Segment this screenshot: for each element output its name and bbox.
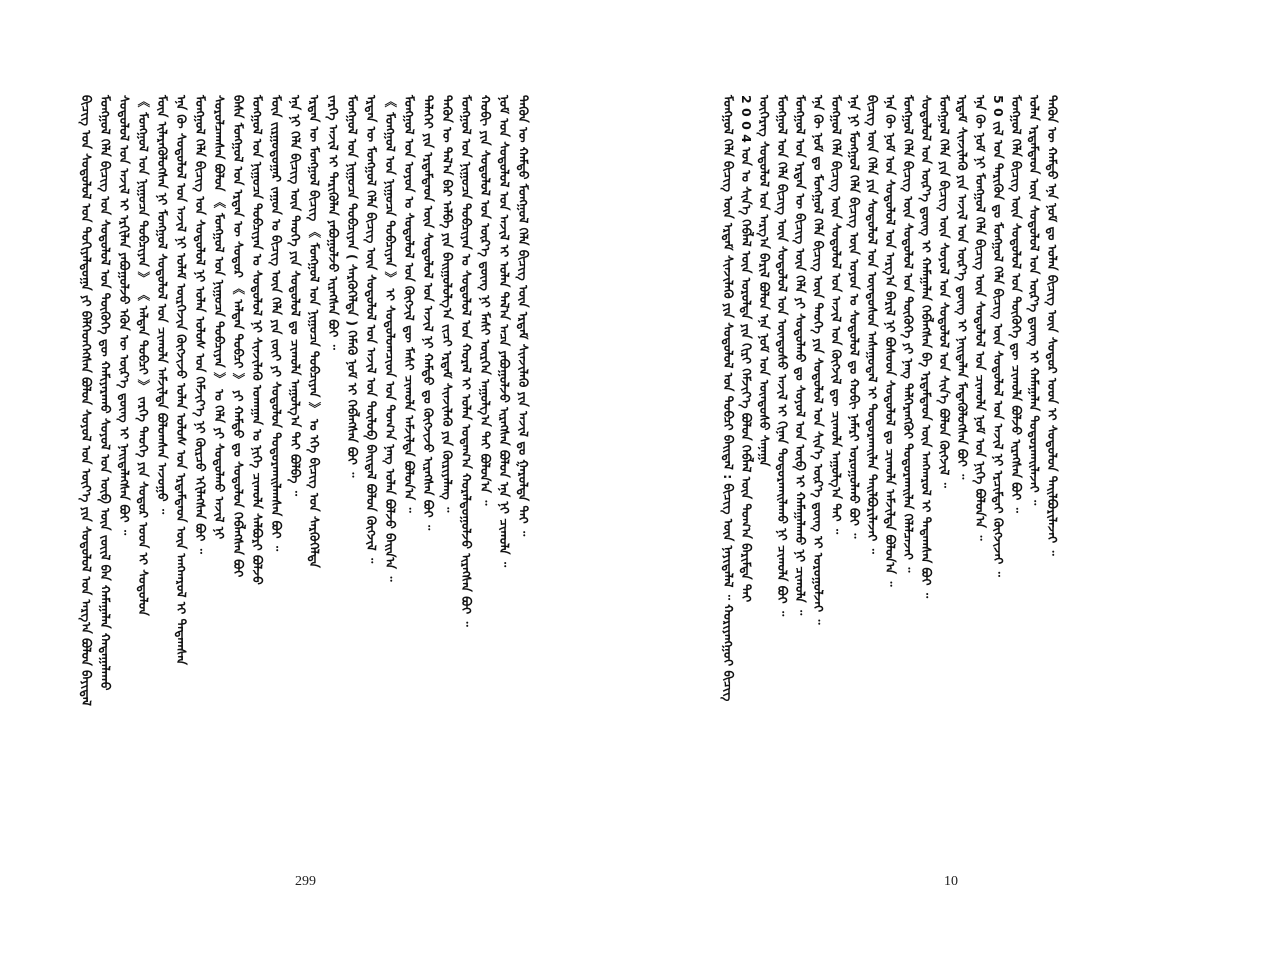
text-column-line: ᠮᠣᠩᠭᠣᠯ ᠬᠡᠯᠡ ᠶᠢᠨ ᠪᠢᠴᠢᠭ᠌ ᠦᠨ ᠰᠣᠶᠤᠯ ᠤᠨ ᠰᠤᠳᠤᠯᠤᠯ ᠤᠨ ᠰᠢᠨ᠎ᠡ ᠪᠣᠯᠤᠨ ᠬᠥᠭᠵᠢᠯ ᠃ — [937, 95, 952, 488]
text-column-line: ᠮᠣᠩᠭᠣᠯ ᠬᠡᠯᠡ ᠪᠢᠴᠢᠭ᠌ ᠤᠨ ᠰᠤᠳᠤᠯᠤᠯ ᠤᠨ ᠲᠦᠭᠦᠬᠡ ᠳᠦ ᠬᠠᠮᠢᠶᠠᠷᠠᠬᠤ ᠰᠣᠶᠤᠯ ᠤᠨ ᠥᠪ ᠦᠨ ᠵᠦᠢᠯ ᠪᠠᠨ ᠬᠠᠮᠠᠭᠠᠯᠠᠨ ᠬᠠᠳᠠᠭᠠᠯᠠᠬᠤ — [98, 95, 113, 691]
text-column-line: ᠲᠡᠭᠦᠨ ᠦ ᠬᠠᠮᠲᠤ ᠮᠣᠩᠭᠣᠯ ᠬᠡᠯᠡ ᠪᠢᠴᠢᠭ᠌ ᠦᠨ ᠡᠷᠳᠡᠮ ᠰᠢᠨᠵᠢᠯᠡᠬᠦ ᠶᠢᠨ ᠠᠵᠢᠯ ᠳᠤ ᠭᠠᠷᠤᠯᠲᠠ ᠲᠠᠢ ᠃ — [516, 95, 531, 537]
right-page — [720, 95, 1060, 835]
text-column — [211, 95, 228, 805]
text-column-line: ᠮᠣᠩᠭᠣᠯ ᠤᠨ ᠨᠢᠭᠤᠴᠠ ᠲᠣᠪᠴᠢᠶᠠᠨ ᠤ ᠰᠤᠳᠤᠯᠤᠯ ᠤᠨ ᠬᠤᠷᠠᠯ ᠢ ᠣᠯᠠᠨ ᠤᠳᠠᠭ᠎ᠠ ᠬᠤᠷᠠᠯᠳᠤᠭᠤᠯᠵᠤ ᠢᠷᠡᠭᠰᠡᠨ ᠪᠤᠢ ᠃ — [459, 95, 474, 627]
text-column — [738, 95, 755, 805]
text-column — [287, 95, 304, 805]
text-column-line: ᠵᠡᠷᠭᠡ ᠠᠵᠢᠯ ᠢ ᠲᠡᠷᠢᠭᠦᠯᠡᠨ ᠶᠠᠪᠤᠭᠤᠯᠵᠤ ᠢᠷᠡᠭᠰᠡᠨ ᠪᠤᠢ ᠃ — [326, 95, 341, 350]
text-column — [192, 95, 209, 805]
text-column-line: ᠪᠢᠴᠢᠭ᠌ ᠦᠨ ᠬᠡᠯᠡ ᠶᠢᠨ ᠰᠤᠳᠤᠯᠤᠯ ᠤᠨ ᠦᠨᠳᠦᠰᠦᠨ ᠠᠰᠠᠭᠤᠳᠠᠯ ᠢ ᠲᠣᠳᠤᠷᠬᠠᠢᠯᠠᠨ ᠲᠠᠢᠯᠪᠤᠷᠢᠯᠠᠵᠠᠢ ᠃ — [865, 95, 880, 554]
text-column-line: 《 ᠮᠣᠩᠭᠣᠯ ᠤᠨ ᠨᠢᠭᠤᠴᠠ ᠲᠣᠪᠴᠢᠶᠠᠨ 》 《 ᠠᠯᠲᠠᠨ ᠲᠣᠪᠴᠢ 》 ᠵᠡᠷᠭᠡ ᠲᠡᠦᠬᠡ ᠶᠢᠨ ᠰᠤᠳᠤᠷ ᠤᠳ ᠢ ᠰᠤᠳᠤᠯᠤᠨ — [136, 95, 151, 616]
text-column — [325, 95, 342, 805]
text-column — [1008, 95, 1025, 805]
text-column — [720, 95, 737, 805]
text-column — [363, 95, 380, 805]
text-column — [173, 95, 190, 805]
text-column — [249, 95, 266, 805]
text-column — [477, 95, 494, 805]
text-column — [230, 95, 247, 805]
text-column — [882, 95, 899, 805]
left-page — [78, 95, 554, 835]
text-column — [420, 95, 437, 805]
text-column — [954, 95, 971, 805]
text-column-line: ᠦᠭᠡᠷᠡᠭ ᠰᠤᠳᠤᠯᠤᠯ ᠤᠨ ᠠᠷᠭ᠎ᠠ ᠪᠠᠷᠢᠯ ᠪᠣᠯᠤᠨ ᠡᠨᠡ ᠨᠣᠮ ᠤᠨ ᠦᠨᠳᠦᠰᠦ ᠰᠠᠨᠠᠭᠠ — [757, 95, 772, 467]
right-page-text — [720, 95, 1060, 805]
text-column-line: ᠮᠥᠨ ᠢᠯᠡᠷᠡᠭᠦᠯᠦᠭᠰᠡᠨ ᠨᠢ ᠮᠣᠩᠭᠣᠯ ᠰᠤᠳᠤᠯᠤᠯ ᠤᠨ ᠴᠢᠬᠤᠯᠠ ᠠᠮᠵᠢᠯᠲᠠ ᠪᠣᠯᠤᠭᠰᠠᠨ ᠠᠵᠤᠭᠤ ᠃ — [155, 95, 170, 515]
text-column-line: ᠲᠡᠭᠦᠨ ᠦ ᠲᠠᠯ᠎ᠠ ᠪᠠᠷ ᠠᠯᠪᠠ ᠶᠢᠨ ᠪᠠᠢᠭᠤᠯᠤᠯᠭ᠎ᠠ ᠵᠢᠴᠢ ᠡᠷᠳᠡᠮ ᠰᠢᠨᠵᠢᠯᠡᠬᠦ ᠶᠢᠨ ᠬᠦᠷᠢᠶᠡᠯᠡᠩ ᠃ — [440, 95, 455, 513]
text-column-line: 《 ᠮᠣᠩᠭᠣᠯ ᠤᠨ ᠨᠢᠭᠤᠴᠠ ᠲᠣᠪᠴᠢᠶᠠᠨ 》 ᠢ ᠰᠤᠳᠤᠯᠤᠭᠴᠢᠳ ᠤᠨ ᠲᠣᠭ᠎ᠠ ᠨᠡᠩ ᠣᠯᠠᠨ ᠪᠣᠯᠵᠤ ᠪᠠᠢᠨ᠎ᠠ ᠃ — [383, 95, 398, 582]
text-column — [382, 95, 399, 805]
text-column — [116, 95, 133, 805]
text-column — [1044, 95, 1061, 805]
text-column — [154, 95, 171, 805]
right-page-number: 10 — [944, 874, 958, 889]
text-column — [306, 95, 323, 805]
text-column-line: ᠣᠯᠠᠨ ᠡᠷᠳᠡᠮᠲᠡᠳ ᠦᠨ ᠰᠤᠳᠤᠯᠤᠯ ᠤᠨ ᠦᠷ᠎ᠡ ᠳ᠋ᠦᠩ ᠢ ᠬᠠᠮᠠᠭᠠᠯᠠᠨ ᠲᠣᠳᠤᠷᠬᠠᠢᠯᠠᠵᠠᠢ ᠃ — [1027, 95, 1042, 506]
text-column-line: ᠡᠨᠡ ᠬᠦ ᠨᠣᠮ ᠤᠨ ᠰᠤᠳᠤᠯᠤᠯ ᠤᠨ ᠠᠷᠭ᠎ᠠ ᠪᠠᠷᠢᠯ ᠨᠢ ᠪᠤᠰᠤᠳ ᠰᠤᠳᠤᠯᠤᠯ ᠳᠤ ᠴᠢᠬᠤᠯᠠ ᠠᠮᠵᠢᠯᠲᠠ ᠪᠣᠯᠤᠨ᠎ᠠ ᠃ — [883, 95, 898, 587]
text-column-line: ᠡᠷᠳᠡᠮ ᠰᠢᠨᠵᠢᠯᠡᠬᠦ ᠶᠢᠨ ᠠᠵᠢᠯ ᠤᠨ ᠦᠷ᠎ᠡ ᠳ᠋ᠦᠩ ᠢ ᠨᠡᠢᠲᠡᠯᠡᠨ ᠮᠡᠳᠡᠭᠦᠯᠦᠭᠰᠡᠨ ᠪᠤᠢ ᠃ — [955, 95, 970, 480]
text-column-line: ᠡᠨᠡ ᠨᠢ ᠮᠣᠩᠭᠣᠯ ᠬᠡᠯᠡ ᠪᠢᠴᠢᠭ᠌ ᠦᠨ ᠣᠶᠤᠨ ᠤ ᠰᠤᠳᠤᠯᠤᠯ ᠳᠤ ᠬᠤᠪᠢ ᠨᠡᠮᠡᠷᠢ ᠣᠷᠣᠭᠤᠯᠬᠤ ᠪᠤᠢ ᠃ — [847, 95, 862, 539]
text-column — [458, 95, 475, 805]
text-column-line: ᠰᠤᠳᠤᠯᠤᠯ ᠤᠨ ᠠᠵᠢᠯ ᠢ ᠡᠷᠬᠢᠯᠡᠨ ᠶᠠᠪᠤᠭᠤᠯᠵᠤ ᠡᠭᠦᠨ ᠦ ᠦᠷ᠎ᠡ ᠳ᠋ᠦᠩ ᠢ ᠨᠡᠢᠲᠡᠯᠡᠭᠰᠡᠨ ᠪᠤᠢ ᠃ — [117, 95, 132, 536]
text-column-line: ᠮᠣᠩᠭᠣᠯ ᠬᠡᠯᠡ ᠪᠢᠴᠢᠭ᠌ ᠦᠨ ᠰᠤᠳᠤᠯᠤᠯ ᠤᠨ ᠲᠦᠭᠦᠬᠡ ᠳᠦ ᠴᠢᠬᠤᠯᠠ ᠪᠣᠯᠵᠤ ᠢᠷᠡᠭᠰᠡᠨ ᠪᠤᠢ ᠃ — [1009, 95, 1024, 513]
text-column-line: ᠳᠡᠯᠡᠬᠡᠢ ᠶᠢᠨ ᠡᠷᠳᠡᠮᠲᠡᠳ ᠦᠨ ᠰᠤᠳᠤᠯᠤᠯ ᠤᠨ ᠠᠵᠢᠯ ᠨᠢ ᠬᠠᠮᠲᠤ ᠳᠤ ᠬᠥᠭᠵᠢᠵᠦ ᠢᠷᠡᠭᠰᠡᠨ ᠪᠤᠢ ᠃ — [421, 95, 436, 531]
text-column-line: ᠬᠤᠪᠢ ᠶᠢᠨ ᠰᠤᠳᠤᠯᠤᠯ ᠤᠨ ᠦᠷ᠎ᠡ ᠳ᠋ᠦᠩ ᠨᠢ ᠮᠠᠰᠢ ᠥᠷᠭᠡᠨ ᠠᠭᠤᠯᠭ᠎ᠠ ᠲᠠᠢ ᠪᠣᠯᠤᠨ᠎ᠠ ᠃ — [478, 95, 493, 506]
text-column-line: ᠡᠨᠡ ᠨᠢ ᠬᠡᠯᠡ ᠪᠢᠴᠢᠭ᠌ ᠦᠨ ᠲᠡᠦᠬᠡ ᠶᠢᠨ ᠰᠤᠳᠤᠯᠤᠯ ᠳᠤ ᠴᠢᠬᠤᠯᠠ ᠠᠭᠤᠯᠭ᠎ᠠ ᠲᠠᠢ ᠪᠣᠯᠪᠠ ᠃ — [288, 95, 303, 496]
text-column-line: ᠰᠤᠳᠤᠯᠤᠯ ᠤᠨ ᠦᠷ᠎ᠡ ᠳ᠋ᠦᠩ ᠢ ᠬᠠᠮᠠᠭᠠᠯᠠᠨ ᠬᠡᠪᠯᠡᠭᠰᠡᠨ ᠪᠠ ᠡᠷᠳᠡᠮᠲᠡᠳ ᠦᠨ ᠠᠩᠬᠠᠷᠤᠯ ᠢ ᠲᠠᠲᠠᠭᠰᠠᠨ ᠪᠤᠢ ᠃ — [919, 95, 934, 599]
text-column-line: ᠮᠥᠨ ᠵᠢᠷᠭᠤᠳᠤᠭᠠᠷ ᠵᠠᠭᠤᠨ ᠤ ᠪᠢᠴᠢᠭ᠌ ᠦᠨ ᠬᠡᠯᠡ ᠶᠢᠨ ᠵᠦᠢ ᠶᠢ ᠰᠤᠳᠤᠯᠤᠨ ᠲᠣᠳᠤᠷᠬᠠᠢᠯᠠᠭᠰᠠᠨ ᠪᠤᠢ ᠃ — [269, 95, 284, 552]
text-column-line: ᠪᠢᠴᠢᠭ᠌ ᠤᠨ ᠰᠤᠳᠤᠯᠤᠯ ᠤᠨ ᠲᠣᠬᠢᠶᠠᠯᠳᠤᠭᠠ ᠶᠢ ᠪᠡᠯᠭᠡᠳᠬᠡᠭᠰᠡᠨ ᠪᠤᠯᠤᠨ ᠰᠣᠶᠤᠯ ᠤᠨ ᠦᠶ᠎ᠡ ᠶᠢᠨ ᠰᠤᠳᠤᠯᠤᠯ ᠤᠨ ᠠᠷᠭ᠎ᠠ ᠪᠣᠯᠤᠨ ᠪᠠᠶᠢᠳᠠᠯ — [79, 95, 94, 706]
text-column-line: ᠮᠣᠩᠭᠣᠯ ᠬᠡᠯᠡ ᠪᠢᠴᠢᠭ᠌ ᠦᠨ ᠰᠤᠳᠤᠯᠤᠯ ᠤᠨ ᠠᠵᠢᠯ ᠤᠨ ᠬᠥᠭᠵᠢᠯ ᠳᠦ ᠴᠢᠬᠤᠯᠠ ᠠᠭᠤᠯᠭ᠎ᠠ ᠲᠠᠢ ᠃ — [829, 95, 844, 535]
text-column-line: 2 0 0 4 ᠣᠨ ᠤ ᠰᠢᠨ᠎ᠡ ᠬᠡᠪᠯᠡᠯ ᠦᠨ ᠣᠷᠣᠯᠲᠠ ᠶᠢᠨ ᠬᠢᠷᠢ ᠬᠡᠮᠵᠢᠶ᠎ᠡ ᠪᠣᠯᠤᠨ ᠬᠡᠪᠯᠡᠯ ᠦᠨ ᠲᠣᠭ᠎ᠠ ᠪᠠᠷᠢᠮᠲᠠ ᠲᠠᠢ — [739, 95, 754, 603]
text-column-line: ᠮᠣᠩᠭᠣᠯ ᠬᠡᠯᠡ ᠪᠢᠴᠢᠭ᠌ ᠦᠨ ᠡᠷᠳᠡᠮ ᠰᠢᠨᠵᠢᠯᠡᠬᠦ ᠶᠢᠨ ᠰᠤᠳᠤᠯᠤᠯ ᠤᠨ ᠲᠣᠪᠴᠢ ᠪᠠᠢᠳᠠᠯ : ᠪᠢᠴᠢᠭ᠌ ᠦᠨ ᠨᠡᠶᠢᠲᠡᠯᠡᠯ ᠃ ᠬᠣᠷᠢᠶᠠᠩᠭᠤᠢ ᠪᠢᠴᠢᠭ᠌ — [721, 95, 736, 702]
text-column — [918, 95, 935, 805]
left-page-text — [78, 95, 554, 805]
text-column — [774, 95, 791, 805]
text-column-line: ᠡᠨᠡ ᠬᠦ ᠨᠣᠮ ᠳᠤ ᠮᠣᠩᠭᠣᠯ ᠬᠡᠯᠡ ᠪᠢᠴᠢᠭ᠌ ᠦᠨ ᠲᠡᠦᠬᠡ ᠶᠢᠨ ᠰᠤᠳᠤᠯᠤᠯ ᠤᠨ ᠰᠢᠨ᠎ᠡ ᠦᠷ᠎ᠡ ᠳ᠋ᠦᠩ ᠢ ᠣᠷᠣᠭᠤᠯᠵᠠᠢ ᠃ — [811, 95, 826, 625]
text-column — [828, 95, 845, 805]
text-column-line: ᠡᠷᠲᠡᠨ ᠦ ᠮᠣᠩᠭᠣᠯ ᠪᠢᠴᠢᠭ᠌ 《 ᠮᠣᠩᠭᠣᠯ ᠤᠨ ᠨᠢᠭᠤᠴᠠ ᠲᠣᠪᠴᠢᠶᠠᠨ 》 ᠤ ᠡᠬᠡ ᠪᠢᠴᠢᠭ᠌ ᠤᠨ ᠰᠡᠷᠭᠦᠭᠡᠯᠲᠡ — [307, 95, 322, 568]
text-column-line: ᠰᠤᠷᠤᠯᠴᠠᠭᠰᠠᠨ ᠪᠣᠯᠤᠨ 《 ᠮᠣᠩᠭᠣᠯ ᠤᠨ ᠨᠢᠭᠤᠴᠠ ᠲᠣᠪᠴᠢᠶᠠᠨ 》 ᠤ ᠬᠡᠯᠡ ᠶᠢ ᠰᠤᠳᠤᠯᠬᠤ ᠠᠵᠢᠯ ᠨᠢ — [212, 95, 227, 540]
text-column — [78, 95, 95, 805]
text-column-line: ᠮᠣᠩᠭᠣᠯ ᠤᠨ ᠣᠶᠤᠨ ᠤ ᠰᠤᠳᠤᠯᠤᠯ ᠤᠨ ᠬᠥᠭᠵᠢᠯ ᠳᠦ ᠮᠠᠰᠢ ᠴᠢᠬᠤᠯᠠ ᠠᠮᠵᠢᠯᠲᠠ ᠪᠣᠯᠤᠨ᠎ᠠ ᠃ — [402, 95, 417, 513]
text-column-line: ᠮᠣᠩᠭᠣᠯ ᠤᠨ ᠬᠡᠯᠡ ᠪᠢᠴᠢᠭ᠌ ᠦᠨ ᠰᠤᠳᠤᠯᠤᠯ ᠤᠨ ᠦᠨᠳᠦᠰᠦ ᠠᠵᠢᠯ ᠢ ᠬᠢᠨᠠᠨ ᠲᠣᠳᠤᠷᠬᠠᠢᠯᠠᠬᠤ ᠨᠢ ᠴᠢᠬᠤᠯᠠ ᠪᠤᠢ ᠃ — [775, 95, 790, 617]
text-column-line: ᠲᠡᠭᠦᠨ ᠦ ᠬᠠᠮᠲᠤ ᠡᠨᠡ ᠨᠣᠮ ᠳᠤ ᠣᠯᠠᠨ ᠪᠢᠴᠢᠭ᠌ ᠦᠨ ᠰᠤᠳᠤᠷ ᠤᠳ ᠢ ᠰᠤᠳᠤᠯᠤᠨ ᠲᠠᠢᠯᠪᠤᠷᠢᠯᠠᠵᠠᠢ ᠃ — [1045, 95, 1060, 556]
text-column — [401, 95, 418, 805]
text-column — [1026, 95, 1043, 805]
text-column-line: ᠮᠣᠩᠭᠣᠯ ᠬᠡᠯᠡ ᠪᠢᠴᠢᠭ᠌ ᠦᠨ ᠰᠤᠳᠤᠯᠤᠯ ᠤᠨ ᠲᠦᠭᠦᠬᠡ ᠶᠢ ᠨᠡᠩ ᠳᠡᠯᠭᠡᠷᠡᠩᠭᠦᠢ ᠲᠣᠳᠤᠷᠬᠠᠢᠯᠠᠨ ᠬᠡᠯᠡᠯᠴᠡᠵᠡᠢ ᠃ — [901, 95, 916, 573]
text-column-line: ᠨᠣᠮ ᠤᠨ ᠰᠤᠳᠤᠯᠤᠯ ᠤᠨ ᠠᠵᠢᠯ ᠢ ᠣᠯᠠᠨ ᠲᠠᠯ᠎ᠠ ᠠᠴᠠ ᠶᠠᠪᠤᠭᠤᠯᠵᠤ ᠢᠷᠡᠭᠰᠡᠨ ᠪᠣᠯᠤᠨ ᠡᠨᠡ ᠨᠢ ᠴᠢᠬᠤᠯᠠ ᠃ — [497, 95, 512, 568]
text-column — [344, 95, 361, 805]
text-column — [846, 95, 863, 805]
text-column — [792, 95, 809, 805]
text-column — [135, 95, 152, 805]
text-column-line: ᠡᠷᠲᠡᠨ ᠦ ᠮᠣᠩᠭᠣᠯ ᠬᠡᠯᠡ ᠪᠢᠴᠢᠭ᠌ ᠦᠨ ᠰᠤᠳᠤᠯᠤᠯ ᠤᠨ ᠠᠵᠢᠯ ᠤᠨ ᠲᠥᠯᠦᠪ ᠪᠠᠢᠳᠠᠯ ᠪᠣᠯᠤᠨ ᠬᠥᠭᠵᠢᠯ ᠃ — [364, 95, 379, 564]
text-column-line: ᠡᠨᠡ ᠬᠦ ᠨᠣᠮ ᠨᠢ ᠮᠣᠩᠭᠣᠯ ᠬᠡᠯᠡ ᠪᠢᠴᠢᠭ᠌ ᠦᠨ ᠰᠤᠳᠤᠯᠤᠯ ᠤᠨ ᠴᠢᠬᠤᠯᠠ ᠨᠣᠮ ᠤᠨ ᠨᠢᠭᠡ ᠪᠣᠯᠤᠨ᠎ᠠ ᠃ — [973, 95, 988, 541]
text-column — [439, 95, 456, 805]
text-column-line: ᠮᠣᠩᠭᠣᠯ ᠤᠨ ᠨᠢᠭᠤᠴᠠ ᠲᠣᠪᠴᠢᠶᠠᠨ ( ᠰᠡᠷᠭᠦᠭᠡᠯᠲᠡ ) ᠬᠡᠮᠡᠬᠦ ᠨᠣᠮ ᠢ ᠬᠡᠪᠯᠡᠭᠰᠡᠨ ᠪᠤᠢ ᠃ — [345, 95, 360, 478]
text-column — [864, 95, 881, 805]
text-column — [97, 95, 114, 805]
left-page-number: 299 — [295, 874, 316, 889]
text-column — [515, 95, 532, 805]
text-column-line: ᠮᠣᠩᠭᠣᠯ ᠤᠨ ᠡᠷᠲᠡᠨ ᠦ ᠪᠢᠴᠢᠭ᠌ ᠦᠨ ᠬᠡᠯᠡ ᠶᠢ ᠰᠤᠳᠤᠯᠬᠤ ᠳᠤ ᠰᠣᠶᠤᠯ ᠤᠨ ᠥᠪ ᠢ ᠬᠠᠮᠠᠭᠠᠯᠠᠬᠤ ᠨᠢ ᠴᠢᠬᠤᠯᠠ ᠃ — [793, 95, 808, 616]
text-column-line: ᠡᠨᠡ ᠬᠦ ᠰᠤᠳᠤᠯᠤᠯ ᠤᠨ ᠠᠵᠢᠯ ᠨᠢ ᠤᠯᠠᠮ ᠥᠷᠭᠡᠵᠢᠨ ᠬᠥᠭᠵᠢᠵᠦ ᠣᠯᠠᠨ ᠤᠯᠤᠰ ᠤᠨ ᠡᠷᠳᠡᠮᠲᠡᠳ ᠦᠨ ᠠᠩᠬᠠᠷᠤᠯ ᠢ ᠲᠠᠲᠠᠭᠰᠠᠨ — [174, 95, 189, 666]
text-column — [496, 95, 513, 805]
text-column — [936, 95, 953, 805]
text-column-line: ᠮᠣᠩᠭᠣᠯ ᠤᠨ ᠨᠢᠭᠤᠴᠠ ᠲᠣᠪᠴᠢᠶᠠᠨ ᠤ ᠰᠤᠳᠤᠯᠤᠯ ᠨᠢ ᠰᠢᠨᠵᠢᠯᠡᠬᠦ ᠤᠬᠠᠭᠠᠨ ᠤ ᠨᠢᠭᠡ ᠴᠢᠬᠤᠯᠠ ᠰᠠᠯᠪᠤᠷᠢ ᠪᠣᠯᠵᠤ — [250, 95, 265, 585]
text-column — [268, 95, 285, 805]
text-column — [990, 95, 1007, 805]
text-column — [756, 95, 773, 805]
text-column — [900, 95, 917, 805]
text-column — [972, 95, 989, 805]
text-column-line: ᠮᠣᠩᠭᠣᠯ ᠬᠡᠯᠡ ᠪᠢᠴᠢᠭ᠌ ᠤᠨ ᠰᠤᠳᠤᠯᠤᠯ ᠨᠢ ᠣᠯᠠᠨ ᠤᠯᠤᠰ ᠤᠨ ᠬᠡᠮᠵᠢᠶ᠎ᠡ ᠨᠢ ᠬᠦᠷᠴᠦ ᠡᠬᠢᠯᠡᠭᠰᠡᠨ ᠪᠤᠢ ᠃ — [193, 95, 208, 554]
text-column-line: 5 0 ᠵᠢᠯ ᠤᠨ ᠲᠡᠷᠢᠭᠦᠨ ᠳᠤ ᠮᠣᠩᠭᠣᠯ ᠬᠡᠯᠡ ᠪᠢᠴᠢᠭ᠌ ᠦᠨ ᠰᠤᠳᠤᠯᠤᠯ ᠤᠨ ᠠᠵᠢᠯ ᠨᠢ ᠡᠷᠴᠢᠮᠲᠡᠢ ᠬᠥᠭᠵᠢᠵᠡᠢ ᠃ — [991, 95, 1006, 577]
text-column-line: ᠪᠠᠰᠠ ᠮᠣᠩᠭᠣᠯ ᠤᠨ ᠡᠷᠲᠡᠨ ᠦ ᠰᠤᠳᠤᠷ 《 ᠠᠯᠲᠠᠨ ᠲᠣᠪᠴᠢ 》 ᠶᠢ ᠬᠠᠮᠲᠤ ᠳᠤ ᠰᠤᠳᠤᠯᠤᠨ ᠬᠡᠪᠯᠡᠭᠰᠡᠨ ᠪᠤᠢ — [231, 95, 246, 578]
text-column — [810, 95, 827, 805]
